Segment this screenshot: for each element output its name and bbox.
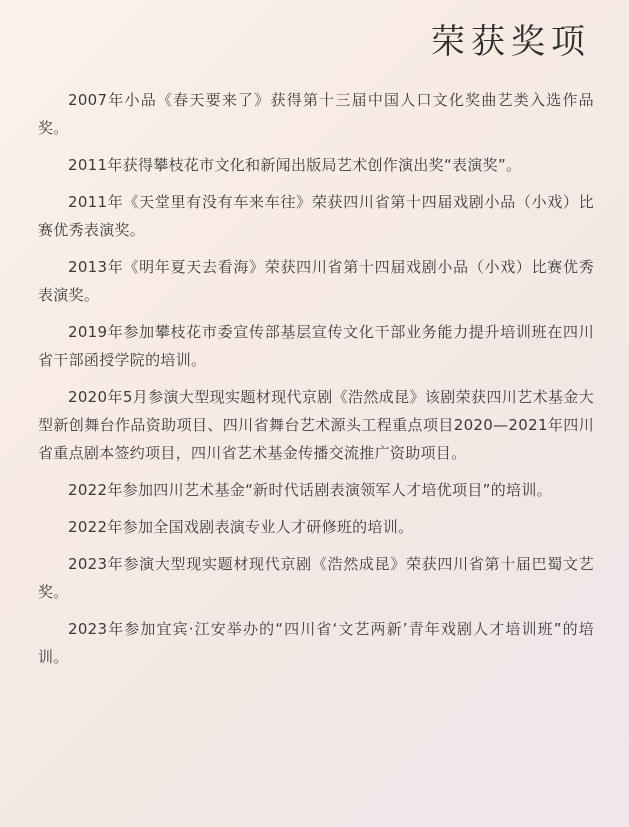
award-item-7: 2022年参加四川艺术基金“新时代话剧表演领军人才培优项目”的培训。 — [68, 481, 552, 499]
award-item-5: 2019年参加攀枝花市委宣传部基层宣传文化干部业务能力提升培训班在四川省干部函授学院的培训。 — [38, 323, 594, 369]
page-title: 荣获奖项 — [431, 22, 591, 62]
award-item-1: 2007年小品《春天要来了》获得第十三届中国人口文化奖曲艺类入选作品奖。 — [38, 91, 594, 137]
award-item-3: 2011年《天堂里有没有车来车往》荣获四川省第十四届戏剧小品（小戏）比赛优秀表演奖。 — [38, 193, 594, 239]
award-item-2: 2011年获得攀枝花市文化和新闻出版局艺术创作演出奖“表演奖”。 — [68, 156, 522, 174]
award-item-8: 2022年参加全国戏剧表演专业人才研修班的培训。 — [68, 518, 414, 536]
awards-list — [38, 86, 594, 680]
award-item-4: 2013年《明年夏天去看海》荣获四川省第十四届戏剧小品（小戏）比赛优秀表演奖。 — [38, 258, 594, 304]
award-item-10: 2023年参加宜宾·江安举办的“四川省‘文艺两新’青年戏剧人才培训班”的培训。 — [38, 620, 594, 666]
award-item-9: 2023年参演大型现实题材现代京剧《浩然成昆》荣获四川省第十届巴蜀文艺奖。 — [38, 555, 594, 601]
award-item-6: 2020年5月参演大型现实题材现代京剧《浩然成昆》该剧荣获四川艺术基金大型新创舞台作品资助项目、四川省舞台艺术源头工程重点项目2020—2021年四川省重点剧本签约项目，四川省艺术基金传播交流推广资助项目。 — [38, 388, 594, 462]
